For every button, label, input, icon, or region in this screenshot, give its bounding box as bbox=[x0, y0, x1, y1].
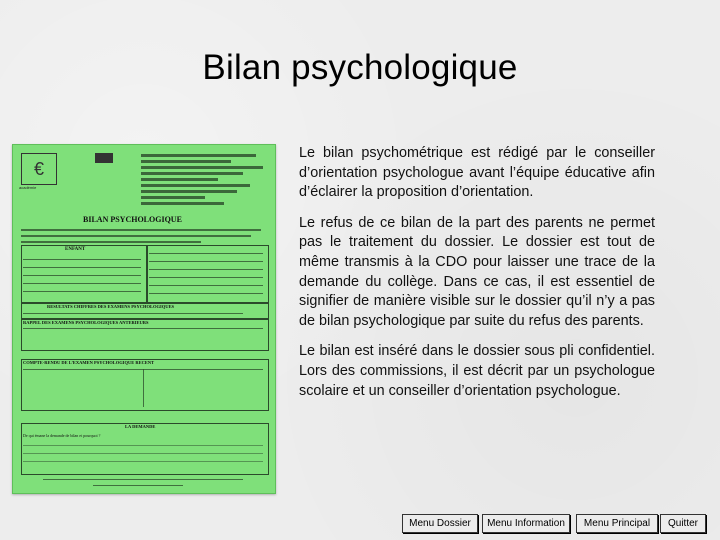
form-title: BILAN PSYCHOLOGIQUE bbox=[83, 215, 182, 224]
demande-heading: LA DEMANDE bbox=[125, 424, 156, 429]
republique-flag-icon bbox=[95, 153, 113, 163]
compte-rendu-box bbox=[21, 359, 269, 411]
menu-information-button[interactable]: Menu Information bbox=[482, 514, 570, 533]
enfant-box bbox=[21, 245, 147, 303]
paragraph-2: Le refus de ce bilan de la part des parents ne permet pas le traitement du dossier. Le dossier est tout de même transmis à la CDO pour laisser une trace de la demande du collège. Dans ce cas, il est essentiel de signifier de manière visible sur le dossier qu’il n’y a pas de bilan psychologique par suite du refus des parents. bbox=[299, 214, 655, 329]
paragraph-1: Le bilan psychométrique est rédigé par le conseiller d’orientation psychologue avant l’équipe éducative afin d’éclairer la proposition d’orientation. bbox=[299, 145, 655, 201]
results-heading: RESULTATS CHIFFRES DES EXAMENS PSYCHOLOGIQUES bbox=[47, 304, 174, 309]
academie-label: académie bbox=[19, 185, 37, 190]
rappel-heading: RAPPEL DES EXAMENS PSYCHOLOGIQUES ANTERIEURS bbox=[23, 320, 149, 325]
menu-dossier-button[interactable]: Menu Dossier bbox=[402, 514, 478, 533]
commission-header-text bbox=[141, 151, 269, 208]
demande-question: De qui émane la demande de bilan et pourquoi ? bbox=[23, 433, 101, 438]
enfant-heading: ENFANT bbox=[65, 247, 86, 252]
bilan-psychologique-form-image bbox=[12, 144, 276, 494]
slide-title: Bilan psychologique bbox=[202, 48, 518, 87]
slide-body-text bbox=[299, 144, 655, 412]
menu-principal-button[interactable]: Menu Principal bbox=[576, 514, 658, 533]
academie-logo-icon: € bbox=[21, 153, 57, 185]
demande-box bbox=[21, 423, 269, 475]
quitter-button[interactable]: Quitter bbox=[660, 514, 706, 533]
academie-logo bbox=[19, 151, 61, 207]
compte-rendu-heading: COMPTE-RENDU DE L’EXAMEN PSYCHOLOGIQUE RECENT bbox=[23, 360, 155, 365]
paragraph-3: Le bilan est inséré dans le dossier sous pli confidentiel. Lors des commissions, il est décrit par un psychologue scolaire et un conseiller d’orientation psychologue. bbox=[299, 343, 655, 399]
